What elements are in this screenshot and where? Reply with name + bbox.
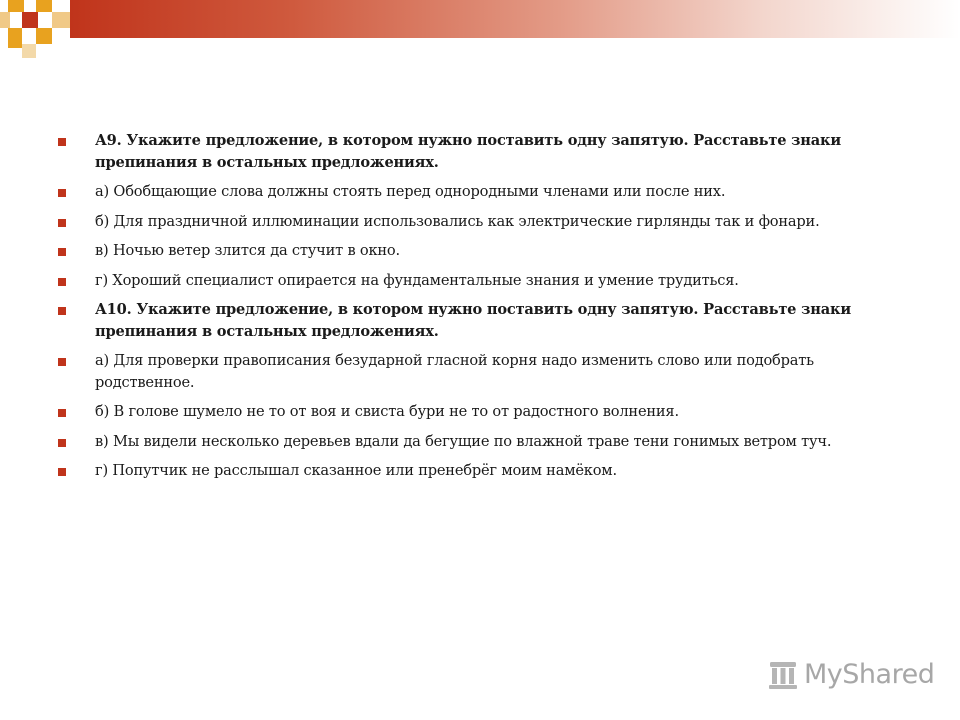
myshared-logo-icon	[768, 658, 798, 690]
slide-bullet-list	[58, 130, 878, 490]
bullet-square-icon	[58, 307, 66, 315]
header-decoration	[0, 0, 960, 60]
item-text: а) Для проверки правописания безударной гласной корня надо изменить слово или подобрать родственное.	[95, 352, 814, 391]
bullet-square-icon	[58, 219, 66, 227]
bullet-square-icon	[58, 189, 66, 197]
task-heading	[58, 299, 878, 342]
deco-square	[36, 0, 52, 12]
item-text: г) Попутчик не расслышал сказанное или пренебрёг моим намёком.	[95, 462, 617, 479]
watermark-text: MyShared	[804, 658, 935, 690]
answer-option	[58, 211, 878, 233]
answer-option	[58, 401, 878, 423]
bullet-square-icon	[58, 358, 66, 366]
bullet-square-icon	[58, 468, 66, 476]
bullet-square-icon	[58, 138, 66, 146]
bullet-square-icon	[58, 439, 66, 447]
item-text: А9. Укажите предложение, в котором нужно поставить одну запятую. Расставьте знаки препинания в остальных предложениях.	[95, 132, 841, 171]
watermark-logo	[768, 656, 934, 692]
item-text: а) Обобщающие слова должны стоять перед однородными членами или после них.	[95, 183, 726, 200]
item-text: б) Для праздничной иллюминации использовались как электрические гирлянды так и фонари.	[95, 212, 820, 230]
answer-option	[58, 431, 878, 453]
answer-option	[58, 270, 878, 292]
deco-square	[8, 28, 22, 48]
bullet-square-icon	[58, 409, 66, 417]
item-text: А10. Укажите предложение, в котором нужно поставить одну запятую. Расставьте знаки препинания в остальных предложениях.	[95, 301, 851, 340]
task-heading	[58, 130, 878, 173]
answer-option	[58, 350, 878, 393]
answer-option	[58, 181, 878, 203]
item-text: б) В голове шумело не то от воя и свиста бури не то от радостного волнения.	[95, 403, 679, 420]
answer-option	[58, 240, 878, 262]
item-text: в) Мы видели несколько деревьев вдали да бегущие по влажной траве тени гонимых ветром туч.	[95, 432, 832, 450]
item-text: г) Хороший специалист опирается на фундаментальные знания и умение трудиться.	[95, 271, 739, 289]
header-gradient-bar	[70, 0, 960, 38]
answer-option	[58, 460, 878, 482]
deco-square	[36, 28, 52, 44]
deco-square	[8, 0, 24, 12]
bullet-square-icon	[58, 278, 66, 286]
deco-square	[0, 12, 10, 28]
item-text: в) Ночью ветер злится да стучит в окно.	[95, 242, 400, 259]
deco-square	[22, 12, 38, 28]
bullet-square-icon	[58, 248, 66, 256]
deco-square	[52, 12, 70, 28]
deco-square	[22, 44, 36, 58]
